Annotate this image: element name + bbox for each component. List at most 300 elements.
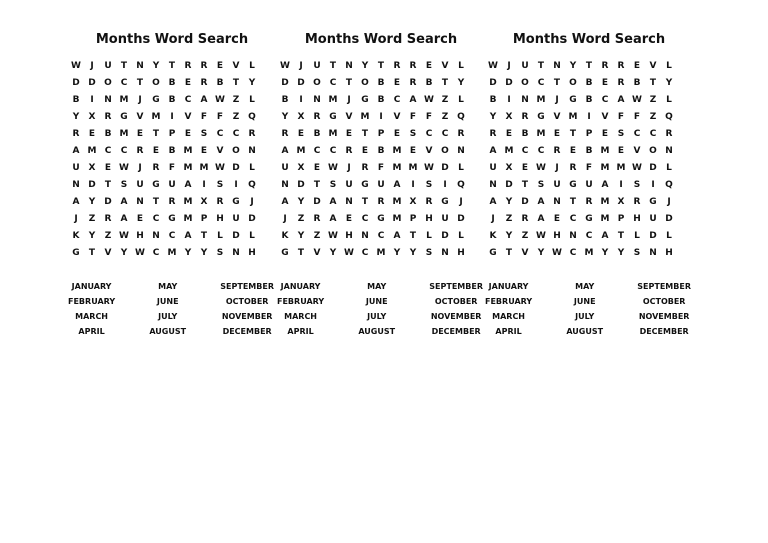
grid-letter: E (617, 146, 625, 156)
grid-letter: D (104, 197, 112, 207)
grid-letter: F (425, 112, 433, 122)
grid-letter: N (345, 197, 353, 207)
grid-letter: N (281, 180, 289, 190)
grid-letter: W (280, 61, 290, 71)
grid-letter: E (297, 129, 305, 139)
grid-letter: T (329, 61, 337, 71)
grid-letter: T (521, 180, 529, 190)
grid-letter: J (347, 95, 351, 105)
search-word: OCTOBER (434, 297, 478, 306)
grid-letter: E (521, 163, 529, 173)
grid-letter: C (232, 129, 240, 139)
grid-letter: S (409, 129, 417, 139)
word-list (277, 279, 483, 339)
grid-row (68, 92, 276, 109)
grid-letter: L (249, 95, 255, 105)
grid-letter: G (329, 112, 337, 122)
grid-letter: C (537, 78, 545, 88)
grid-letter: R (136, 146, 144, 156)
grid-letter: T (617, 231, 625, 241)
search-word: MAY (158, 282, 178, 291)
word-column (68, 279, 115, 339)
grid-letter: E (505, 129, 513, 139)
grid-letter: L (217, 231, 223, 241)
grid-letter: Y (601, 248, 609, 258)
grid-letter: R (585, 197, 593, 207)
grid-letter: F (409, 112, 417, 122)
grid-letter: N (553, 61, 561, 71)
grid-letter: A (120, 197, 128, 207)
grid-letter: E (184, 129, 192, 139)
grid-row (485, 194, 693, 211)
grid-letter: X (297, 112, 305, 122)
grid-letter: C (184, 95, 192, 105)
grid-letter: U (649, 214, 657, 224)
grid-letter: Y (569, 61, 577, 71)
grid-letter: H (457, 248, 465, 258)
search-word: JUNE (365, 297, 388, 306)
grid-letter: M (328, 95, 338, 105)
grid-letter: A (409, 95, 417, 105)
grid-letter: P (200, 214, 208, 224)
grid-letter: L (666, 163, 672, 173)
search-word: APRIL (78, 327, 105, 336)
grid-row (277, 228, 485, 245)
grid-letter: R (152, 163, 160, 173)
grid-letter: Y (457, 78, 465, 88)
grid-letter: U (489, 163, 497, 173)
sheet-title: Months Word Search (304, 32, 458, 47)
grid-letter: I (234, 180, 238, 190)
grid-letter: M (600, 163, 610, 173)
grid-row (68, 75, 276, 92)
grid-letter: E (136, 129, 144, 139)
search-word: SEPTEMBER (429, 282, 483, 291)
grid-letter: U (377, 180, 385, 190)
grid-letter: A (329, 214, 337, 224)
grid-letter: N (104, 95, 112, 105)
grid-letter: G (377, 214, 385, 224)
search-word: JULY (158, 312, 178, 321)
grid-letter: C (216, 129, 224, 139)
grid-letter: A (393, 231, 401, 241)
search-word: DECEMBER (431, 327, 481, 336)
grid-letter: I (90, 95, 94, 105)
grid-letter: B (633, 78, 641, 88)
grid-letter: R (569, 163, 577, 173)
grid-letter: Z (521, 231, 529, 241)
grid-letter: A (200, 95, 208, 105)
grid-letter: W (135, 248, 145, 258)
grid-letter: W (424, 163, 434, 173)
grid-letter: E (104, 163, 112, 173)
grid-letter: E (216, 61, 224, 71)
grid-letter: R (665, 129, 673, 139)
grid-letter: R (409, 78, 417, 88)
grid-letter: V (136, 112, 144, 122)
grid-letter: E (184, 78, 192, 88)
grid-letter: W (536, 231, 546, 241)
grid-letter: O (521, 78, 529, 88)
grid-letter: M (328, 129, 338, 139)
grid-letter: V (553, 112, 561, 122)
word-column (637, 279, 691, 339)
grid-letter: G (441, 197, 449, 207)
grid-row (277, 109, 485, 126)
grid-letter: Y (409, 248, 417, 258)
grid-letter: R (313, 214, 321, 224)
grid-letter: M (87, 146, 97, 156)
grid-letter: T (136, 78, 144, 88)
grid-letter: M (616, 163, 626, 173)
grid-row (485, 75, 693, 92)
grid-letter: Y (617, 248, 625, 258)
grid-letter: J (283, 214, 287, 224)
grid-letter: N (649, 248, 657, 258)
grid-letter: N (136, 197, 144, 207)
grid-letter: S (216, 248, 224, 258)
grid-letter: R (361, 163, 369, 173)
grid-letter: G (232, 197, 240, 207)
grid-letter: G (120, 112, 128, 122)
grid-letter: W (215, 95, 225, 105)
grid-letter: N (457, 146, 465, 156)
grid-letter: N (441, 248, 449, 258)
grid-letter: Z (88, 214, 96, 224)
grid-row (68, 58, 276, 75)
grid-letter: X (505, 163, 513, 173)
grid-letter: X (617, 197, 625, 207)
grid-letter: C (329, 78, 337, 88)
grid-letter: T (200, 231, 208, 241)
grid-letter: P (377, 129, 385, 139)
grid-letter: M (392, 197, 402, 207)
grid-letter: C (601, 95, 609, 105)
grid-letter: E (393, 78, 401, 88)
grid-letter: Y (505, 231, 513, 241)
grid-letter: G (569, 95, 577, 105)
grid-letter: L (458, 95, 464, 105)
grid-letter: D (457, 214, 465, 224)
grid-letter: M (183, 197, 193, 207)
grid-letter: T (168, 61, 176, 71)
grid-letter: B (313, 129, 321, 139)
grid-letter: L (666, 231, 672, 241)
grid-letter: I (411, 180, 415, 190)
grid-letter: T (152, 197, 160, 207)
grid-letter: A (489, 197, 497, 207)
grid-letter: Y (88, 231, 96, 241)
grid-letter: O (441, 146, 449, 156)
grid-letter: J (555, 95, 559, 105)
grid-letter: J (138, 95, 142, 105)
grid-letter: L (666, 95, 672, 105)
grid-letter: H (248, 248, 256, 258)
grid-letter: Q (665, 112, 673, 122)
grid-letter: V (345, 112, 353, 122)
search-word: MARCH (75, 312, 109, 321)
grid-letter: S (633, 180, 641, 190)
grid-letter: N (232, 248, 240, 258)
grid-letter: B (104, 129, 112, 139)
grid-letter: R (393, 61, 401, 71)
word-search-sheet-2 (277, 30, 485, 339)
grid-letter: C (152, 214, 160, 224)
search-word: NOVEMBER (638, 312, 690, 321)
grid-letter: J (74, 214, 78, 224)
grid-letter: T (361, 197, 369, 207)
grid-letter: D (649, 163, 657, 173)
grid-letter: U (281, 163, 289, 173)
grid-letter: D (232, 231, 240, 241)
grid-row (68, 228, 276, 245)
grid-letter: R (457, 129, 465, 139)
grid-letter: G (489, 248, 497, 258)
word-column (358, 279, 395, 339)
grid-letter: S (425, 180, 433, 190)
grid-letter: S (329, 180, 337, 190)
grid-letter: R (521, 214, 529, 224)
grid-letter: T (537, 61, 545, 71)
grid-letter: N (489, 180, 497, 190)
grid-letter: N (313, 95, 321, 105)
grid-letter: V (184, 112, 192, 122)
search-word: AUGUST (358, 327, 396, 336)
grid-letter: M (199, 163, 209, 173)
grid-letter: D (248, 214, 256, 224)
grid-letter: P (409, 214, 417, 224)
grid-row (485, 143, 693, 160)
grid-row (277, 126, 485, 143)
grid-letter: Q (665, 180, 673, 190)
grid-letter: B (521, 129, 529, 139)
search-word: AUGUST (149, 327, 187, 336)
grid-letter: Z (313, 231, 321, 241)
grid-letter: O (104, 78, 112, 88)
grid-letter: R (104, 214, 112, 224)
grid-letter: J (667, 197, 671, 207)
grid-letter: M (360, 112, 370, 122)
grid-letter: E (425, 61, 433, 71)
grid-letter: G (152, 180, 160, 190)
grid-letter: C (361, 214, 369, 224)
grid-letter: V (313, 248, 321, 258)
search-word: MAY (575, 282, 595, 291)
grid-letter: Y (489, 112, 497, 122)
grid-letter: R (553, 146, 561, 156)
grid-letter: V (216, 146, 224, 156)
grid-letter: H (425, 214, 433, 224)
grid-letter: R (216, 197, 224, 207)
search-word: JANUARY (280, 282, 321, 291)
grid-letter: G (569, 180, 577, 190)
grid-letter: F (585, 163, 593, 173)
grid-row (68, 143, 276, 160)
grid-letter: M (408, 163, 418, 173)
grid-letter: R (248, 129, 256, 139)
grid-letter: W (536, 163, 546, 173)
grid-letter: R (168, 197, 176, 207)
grid-letter: A (72, 146, 80, 156)
grid-letter: C (377, 231, 385, 241)
search-word: APRIL (495, 327, 522, 336)
grid-letter: G (361, 95, 369, 105)
grid-row (277, 92, 485, 109)
grid-letter: B (168, 95, 176, 105)
grid-row (68, 211, 276, 228)
grid-letter: E (393, 129, 401, 139)
grid-letter: I (299, 95, 303, 105)
grid-letter: A (184, 231, 192, 241)
word-column (429, 279, 483, 339)
grid-row (485, 211, 693, 228)
grid-letter: B (168, 146, 176, 156)
letter-grid (277, 58, 485, 262)
grid-letter: C (329, 146, 337, 156)
grid-letter: X (88, 163, 96, 173)
grid-letter: U (168, 180, 176, 190)
grid-letter: F (168, 163, 176, 173)
grid-letter: A (393, 180, 401, 190)
grid-letter: L (249, 163, 255, 173)
grid-letter: Q (457, 180, 465, 190)
grid-letter: B (585, 146, 593, 156)
search-word: JULY (367, 312, 387, 321)
grid-letter: S (200, 129, 208, 139)
grid-letter: M (584, 248, 594, 258)
word-column (277, 279, 324, 339)
grid-letter: U (345, 180, 353, 190)
grid-letter: B (72, 95, 80, 105)
grid-letter: X (88, 112, 96, 122)
grid-row (68, 245, 276, 262)
grid-letter: Y (200, 248, 208, 258)
grid-letter: R (425, 197, 433, 207)
grid-letter: E (553, 214, 561, 224)
letter-grid (68, 58, 276, 262)
grid-letter: R (489, 129, 497, 139)
grid-letter: I (443, 180, 447, 190)
search-word: MARCH (284, 312, 318, 321)
grid-letter: E (136, 214, 144, 224)
grid-letter: T (313, 180, 321, 190)
grid-letter: X (409, 197, 417, 207)
grid-letter: R (617, 61, 625, 71)
grid-letter: C (393, 95, 401, 105)
grid-letter: M (183, 163, 193, 173)
grid-letter: I (619, 180, 623, 190)
grid-letter: K (281, 231, 289, 241)
grid-letter: B (281, 95, 289, 105)
grid-row (68, 177, 276, 194)
grid-letter: E (313, 163, 321, 173)
grid-letter: X (297, 163, 305, 173)
grid-letter: R (617, 78, 625, 88)
grid-letter: Z (441, 95, 449, 105)
grid-letter: T (409, 231, 417, 241)
grid-letter: Y (329, 248, 337, 258)
search-word: AUGUST (566, 327, 604, 336)
grid-letter: U (232, 214, 240, 224)
grid-letter: M (600, 214, 610, 224)
grid-letter: V (601, 112, 609, 122)
grid-letter: G (649, 197, 657, 207)
letter-grid (485, 58, 693, 262)
grid-letter: P (617, 214, 625, 224)
grid-letter: C (521, 146, 529, 156)
grid-letter: U (104, 61, 112, 71)
grid-letter: T (441, 78, 449, 88)
grid-letter: V (633, 146, 641, 156)
grid-row (485, 58, 693, 75)
grid-letter: R (409, 61, 417, 71)
grid-letter: N (361, 231, 369, 241)
grid-letter: J (555, 163, 559, 173)
grid-letter: V (104, 248, 112, 258)
grid-letter: D (72, 78, 80, 88)
grid-letter: Y (281, 112, 289, 122)
grid-letter: J (299, 61, 303, 71)
grid-letter: B (377, 95, 385, 105)
grid-letter: D (88, 180, 96, 190)
grid-letter: W (71, 61, 81, 71)
grid-letter: D (88, 78, 96, 88)
grid-letter: Y (184, 248, 192, 258)
grid-letter: N (521, 95, 529, 105)
grid-letter: O (649, 146, 657, 156)
grid-letter: F (216, 112, 224, 122)
search-word: SEPTEMBER (637, 282, 691, 291)
grid-letter: I (651, 180, 655, 190)
grid-letter: Z (505, 214, 513, 224)
grid-letter: R (521, 112, 529, 122)
grid-letter: A (537, 197, 545, 207)
grid-letter: J (138, 163, 142, 173)
grid-letter: T (361, 129, 369, 139)
grid-letter: N (152, 231, 160, 241)
grid-letter: L (458, 163, 464, 173)
grid-letter: M (536, 95, 546, 105)
search-word: SEPTEMBER (220, 282, 274, 291)
grid-letter: R (345, 146, 353, 156)
search-word: MAY (367, 282, 387, 291)
grid-letter: H (553, 231, 561, 241)
grid-letter: C (633, 129, 641, 139)
grid-letter: R (200, 78, 208, 88)
grid-letter: K (489, 231, 497, 241)
grid-letter: N (136, 61, 144, 71)
grid-letter: O (361, 78, 369, 88)
grid-letter: Y (248, 78, 256, 88)
grid-row (277, 194, 485, 211)
grid-letter: N (553, 197, 561, 207)
grid-letter: D (505, 78, 513, 88)
grid-letter: G (585, 214, 593, 224)
grid-letter: W (632, 163, 642, 173)
grid-letter: M (392, 146, 402, 156)
grid-letter: R (184, 61, 192, 71)
search-word: OCTOBER (642, 297, 686, 306)
grid-letter: M (151, 112, 161, 122)
grid-letter: U (136, 180, 144, 190)
grid-letter: B (377, 146, 385, 156)
grid-letter: J (347, 163, 351, 173)
grid-row (277, 245, 485, 262)
grid-letter: T (232, 78, 240, 88)
word-search-sheet-1 (68, 30, 276, 339)
grid-letter: C (537, 146, 545, 156)
search-word: NOVEMBER (430, 312, 482, 321)
